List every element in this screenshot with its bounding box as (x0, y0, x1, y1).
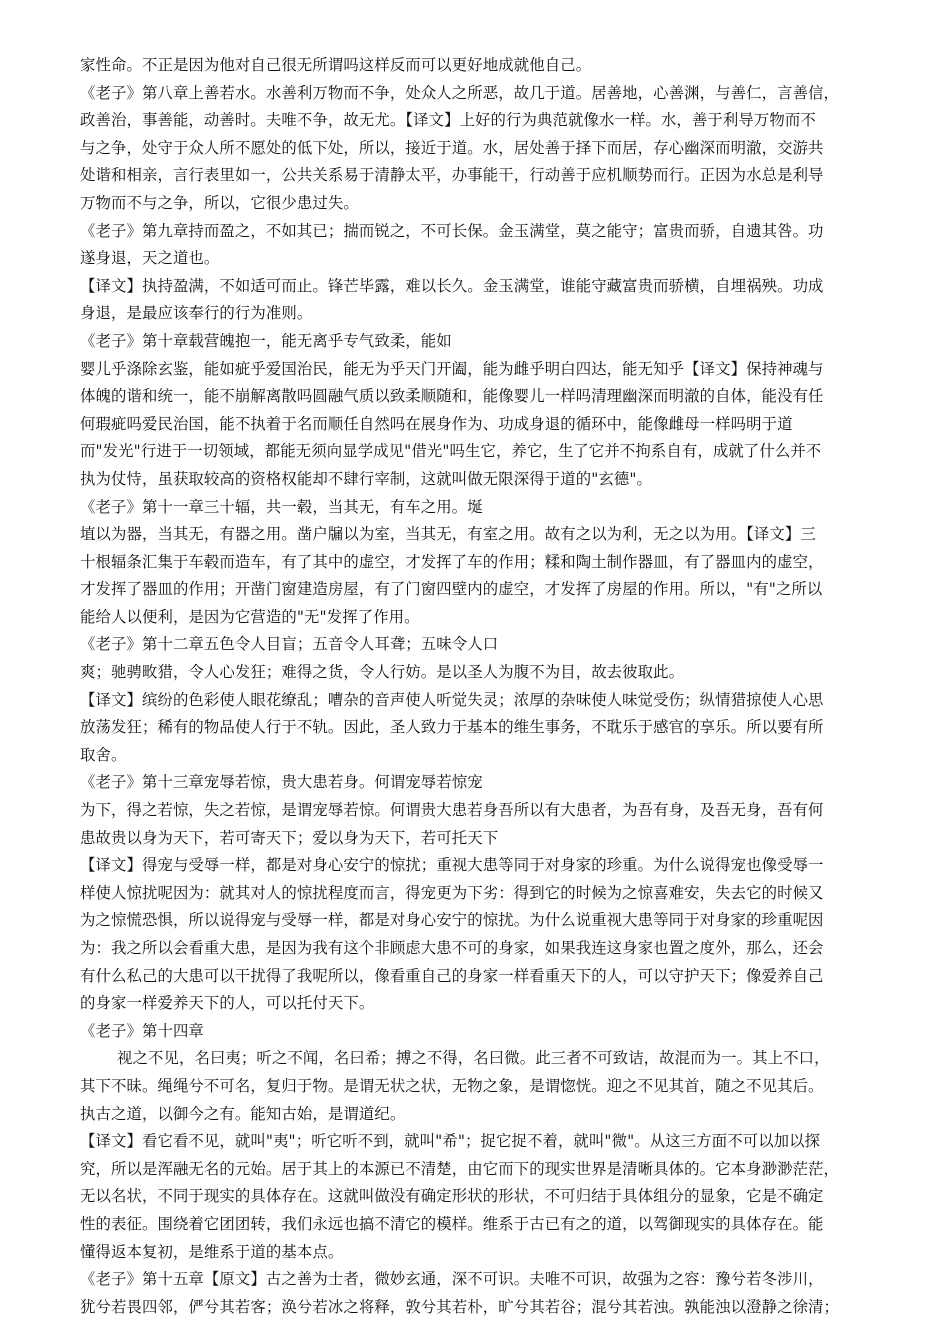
text-line: 身退，是最应该奉行的行为准则。 (80, 304, 313, 323)
text-line: 才发挥了器皿的作用；开凿门窗建造房屋，有了门窗四壁内的虚空，才发挥了房屋的作用。所以，"有"之所以 (80, 580, 823, 599)
text-line: 与之争，处守于众人所不愿处的低下处，所以，接近于道。水，居处善于择下而居，存心幽深而明澈，交游共 (80, 138, 824, 157)
text-line: 婴儿乎涤除玄鉴，能如疵乎爱国治民，能无为乎天门开阖，能为雌乎明白四达，能无知乎【译文】保持神魂与 (80, 359, 824, 378)
text-line: 《老子》第九章持而盈之，不如其已；揣而锐之，不可长保。金玉满堂，莫之能守；富贵而骄，自遗其咎。功 (80, 221, 824, 240)
text-line: 十根辐条汇集于车毂而造车，有了其中的虚空，才发挥了车的作用；糅和陶土制作器皿，有了器皿内的虚空， (80, 552, 824, 571)
text-line: 【译文】看它看不见，就叫"夷"；听它听不到，就叫"希"；捉它捉不着，就叫"微"。从这三方面不可以加以探 (80, 1132, 821, 1151)
text-line: 的身家一样爱养天下的人，可以托付天下。 (80, 994, 375, 1013)
text-line: 患故贵以身为天下，若可寄天下；爱以身为天下，若可托天下 (80, 828, 499, 847)
text-line: 《老子》第十四章 (80, 1021, 204, 1040)
text-line: 遂身退，天之道也。 (80, 249, 220, 268)
text-line: 《老子》第十二章五色令人目盲；五音令人耳聋；五味令人口 (80, 635, 499, 654)
text-line: 能给人以便利，是因为它营造的"无"发挥了作用。 (80, 607, 420, 626)
text-line: 取舍。 (80, 745, 127, 764)
text-line: 《老子》第十三章宠辱若惊，贵大患若身。何谓宠辱若惊宠 (80, 773, 483, 792)
text-line: 为下，得之若惊，失之若惊，是谓宠辱若惊。何谓贵大患若身吾所以有大患者，为吾有身，及吾无身，吾有何 (80, 801, 824, 820)
text-line: 家性命。不正是因为他对自己很无所谓吗这样反而可以更好地成就他自己。 (80, 56, 592, 74)
text-line: 《老子》第八章上善若水。水善利万物而不争，处众人之所恶，故几于道。居善地，心善渊，与善仁，言善信， (80, 83, 840, 102)
text-line: 执为仗恃，虽获取较高的资格权能却不肆行宰制，这就叫做无限深得于道的"玄德"。 (80, 469, 653, 488)
text-line: 【译文】执持盈满，不如适可而止。锋芒毕露，难以长久。金玉满堂，谁能守藏富贵而骄横，自埋祸殃。功成 (80, 276, 824, 295)
text-line: 万物而不与之争，所以，它很少患过失。 (80, 193, 359, 212)
text-line: 而"发光"行进于一切领域，都能无须向显学成见"借光"吗生它，养它，生了它并不拘系自有，成就了什么并不 (80, 442, 822, 461)
text-line: 有什么私己的大患可以干扰得了我呢所以，像看重自己的身家一样看重天下的人，可以守护天下；像爱养自己 (80, 966, 824, 985)
text-line: 爽；驰骋畋猎，令人心发狂；难得之货，令人行妨。是以圣人为腹不为目，故去彼取此。 (80, 663, 685, 682)
text-line: 《老子》第十五章【原文】古之善为士者，微妙玄通，深不可识。夫唯不可识，故强为之容：豫兮若冬涉川， (80, 1270, 824, 1289)
text-line: 何瑕疵吗爱民治国，能不执着于名而顺任自然吗在展身作为、功成身退的循环中，能像雌母一样吗明于道 (80, 414, 793, 433)
text-line: 《老子》第十章载营魄抱一，能无离乎专气致柔，能如 (80, 331, 452, 350)
text-line: 为：我之所以会看重大患，是因为我有这个非顾虑大患不可的身家，如果我连这身家也置之度外，那么，还会 (80, 939, 824, 957)
text-line: 执古之道，以御今之有。能知古始，是谓道纪。 (80, 1104, 406, 1123)
text-line: 埴以为器，当其无，有器之用。凿户牖以为室，当其无，有室之用。故有之以为利，无之以为用。【译文】三 (80, 525, 816, 544)
text-line: 无以名状，不同于现实的具体存在。这就叫做没有确定形状的形状，不可归结于具体组分的显象，它是不确定 (80, 1187, 824, 1206)
text-line: 为之惊慌恐惧，所以说得宠与受辱一样，都是对身心安宁的惊扰。为什么说重视大患等同于对身家的珍重呢因 (80, 911, 824, 930)
text-line: 性的表征。围绕着它团团转，我们永远也搞不清它的模样。维系于古已有之的道，以驾御现实的具体存在。能 (80, 1214, 824, 1233)
text-line: 犹兮若畏四邻，俨兮其若客；涣兮若冰之将释，敦兮其若朴，旷兮其若谷；混兮其若浊。孰能浊以澄静之徐清； (80, 1297, 840, 1316)
text-line: 究，所以是浑融无名的元始。居于其上的本源已不清楚，由它而下的现实世界是清晰具体的。它本身渺渺茫茫， (80, 1159, 840, 1178)
text-line: 处谐和相亲，言行表里如一，公共关系易于清静太平，办事能干，行动善于应机顺势而行。正因为水总是利导 (80, 166, 824, 185)
text-line: 其下不昧。绳绳兮不可名，复归于物。是谓无状之状，无物之象，是谓惚恍。迎之不见其首，随之不见其后。 (80, 1076, 824, 1095)
text-line: 政善治，事善能，动善时。夫唯不争，故无尤。【译文】上好的行为典范就像水一样。水，善于利导万物而不 (80, 111, 816, 130)
text-line: 【译文】缤纷的色彩使人眼花缭乱；嘈杂的音声使人听觉失灵；浓厚的杂味使人味觉受伤；纵情猎掠使人心思 (80, 690, 824, 709)
text-line: 《老子》第十一章三十辐，共一毂，当其无，有车之用。埏 (80, 497, 483, 516)
text-line: 懂得返本复初，是维系于道的基本点。 (80, 1242, 344, 1261)
text-line: 【译文】得宠与受辱一样，都是对身心安宁的惊扰；重视大患等同于对身家的珍重。为什么说得宠也像受辱一 (80, 856, 824, 875)
text-line: 样使人惊扰呢因为：就其对人的惊扰程度而言，得宠更为下劣：得到它的时候为之惊喜难安，失去它的时候又 (80, 883, 824, 902)
text-line: 放荡发狂；稀有的物品使人行于不轨。因此，圣人致力于基本的维生事务，不耽乐于感官的享乐。所以要有所 (80, 718, 824, 737)
text-line: 视之不见，名曰夷；听之不闻，名曰希；搏之不得，名曰微。此三者不可致诘，故混而为一。其上不口， (117, 1049, 830, 1068)
text-line: 体魄的谐和统一，能不崩解离散吗圆融气质以致柔顺随和，能像婴儿一样吗清理幽深而明澈的自体，能没有任 (80, 387, 824, 406)
